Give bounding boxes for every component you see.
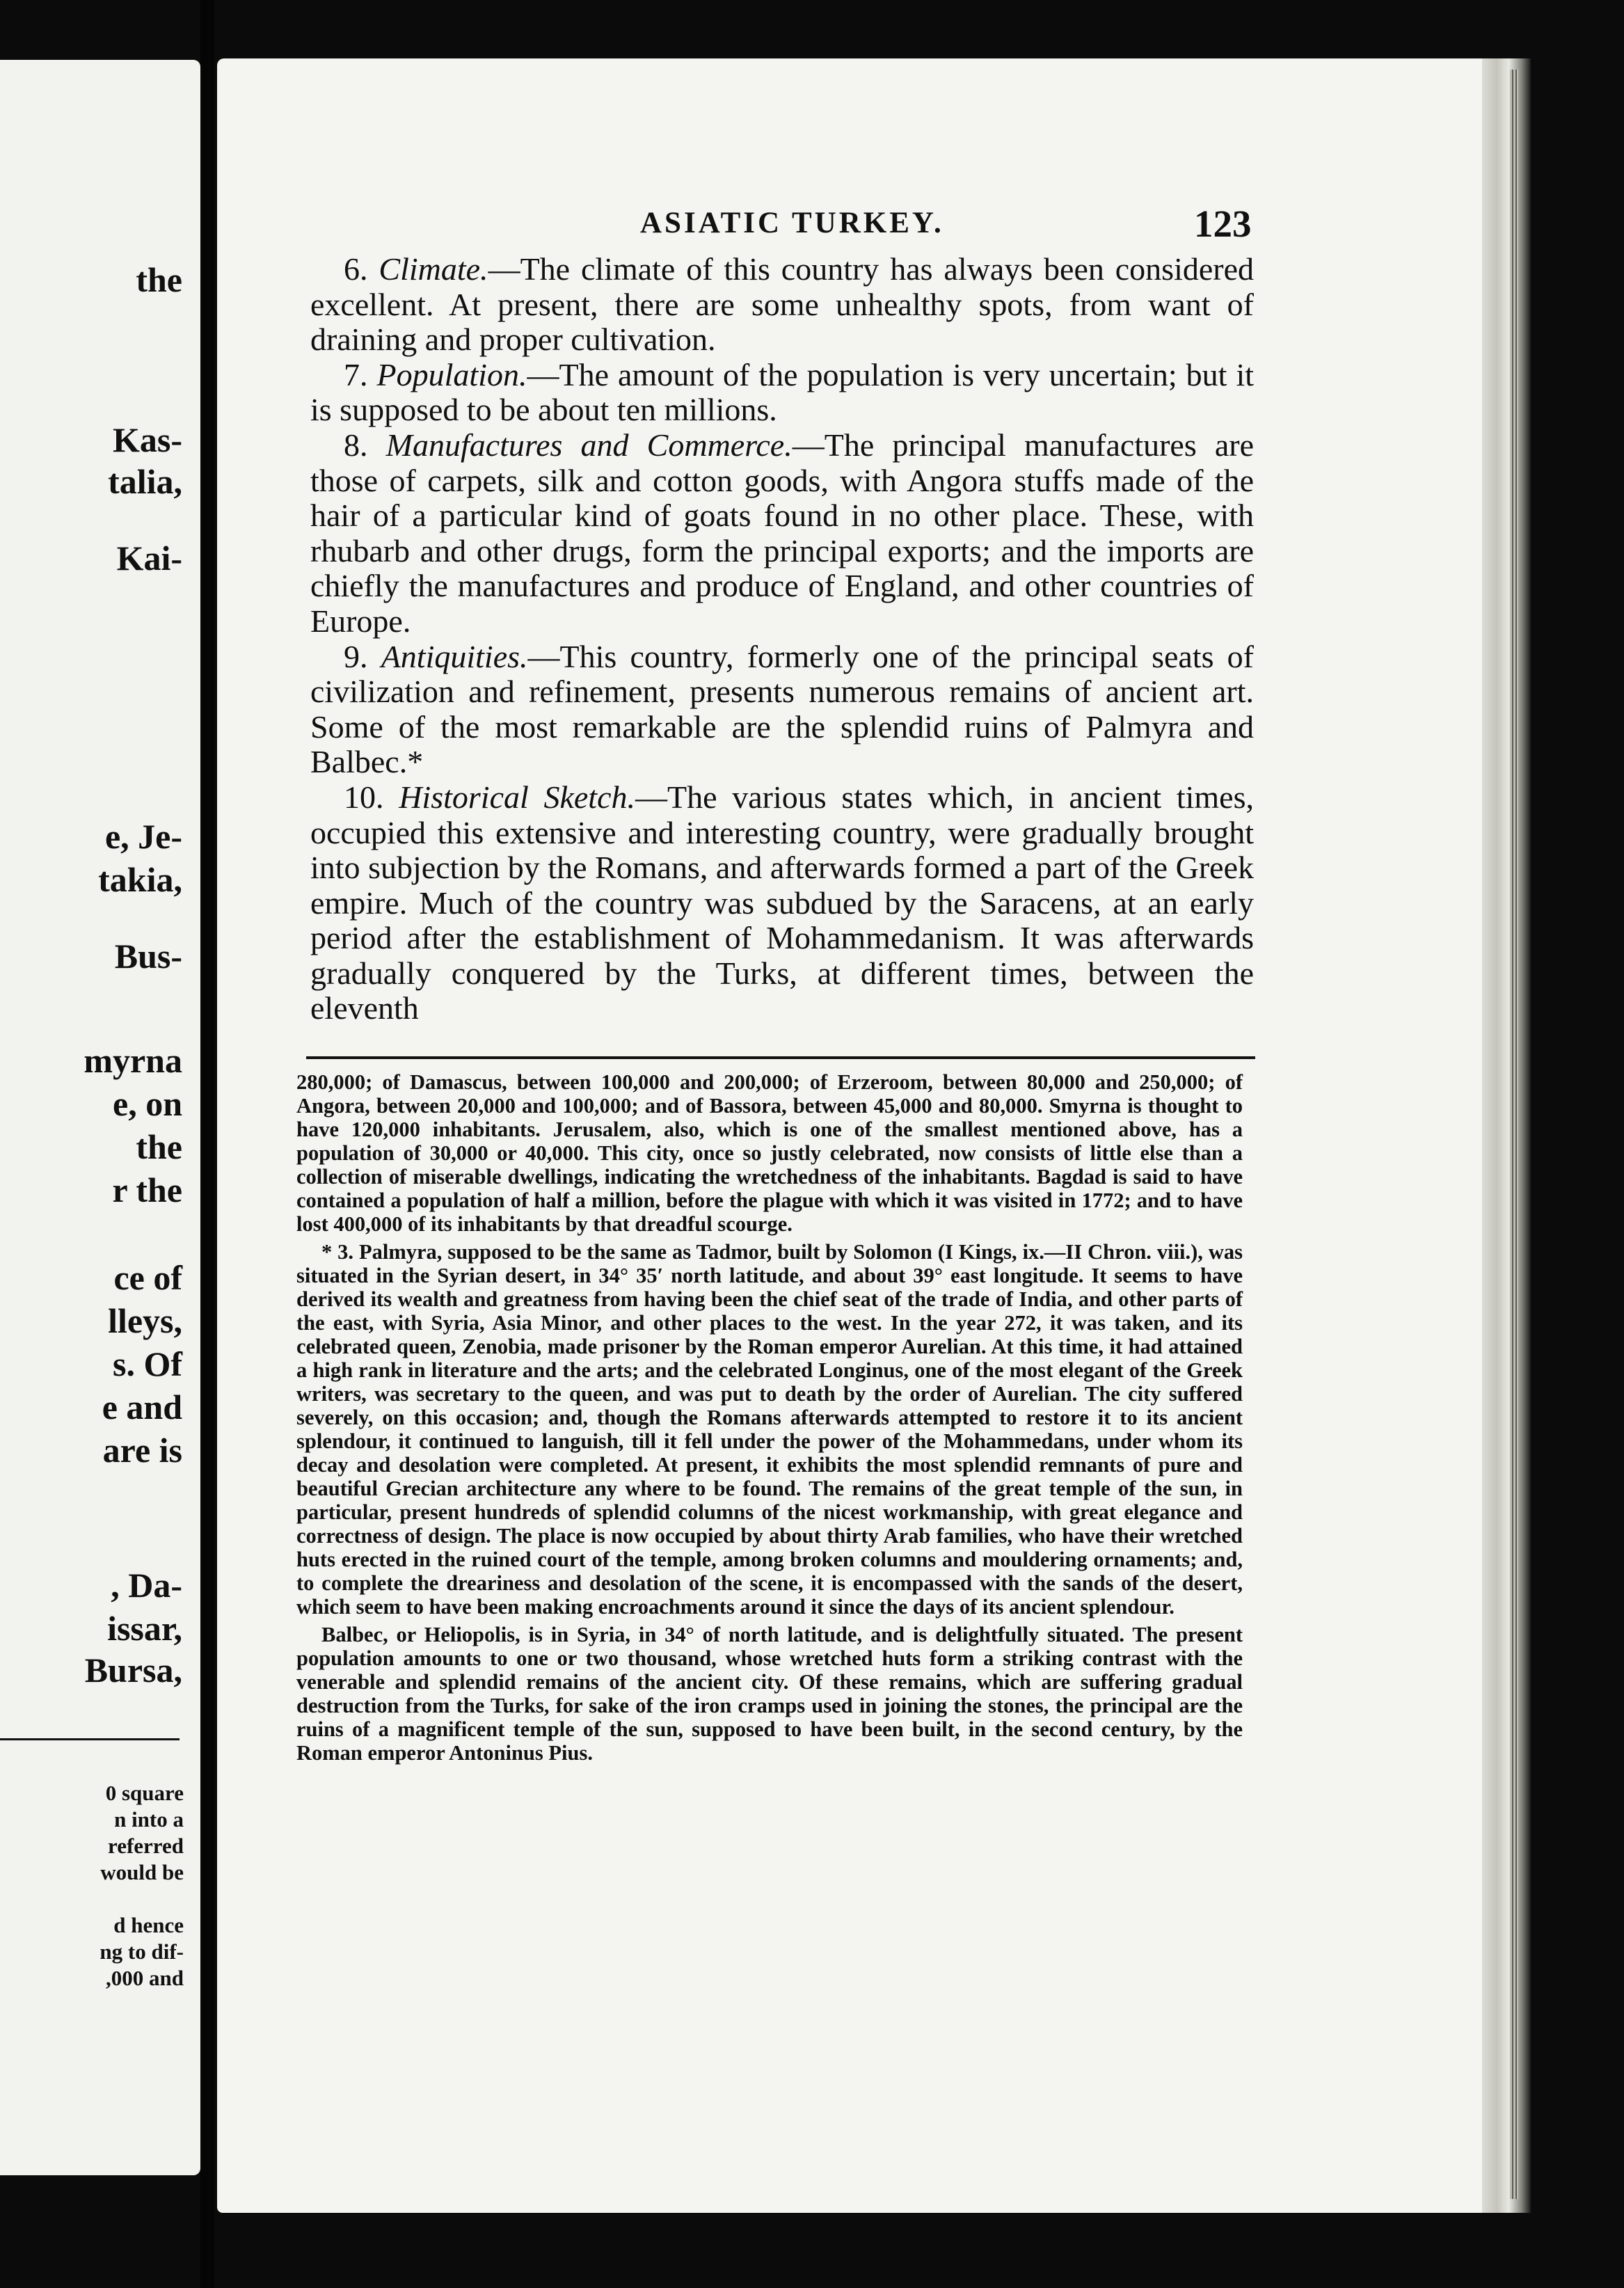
main-body-text — [310, 252, 1254, 1026]
facing-page-line: the — [136, 1127, 182, 1166]
section-heading: Manufactures and Commerce. — [385, 427, 793, 463]
facing-page-note-line: 0 square — [105, 1781, 184, 1805]
facing-page-line: the — [136, 260, 182, 299]
facing-page-note-line: d hence — [113, 1913, 184, 1937]
section-climate — [310, 252, 1254, 358]
facing-page-line: , Da- — [111, 1566, 182, 1605]
facing-page-line: talia, — [108, 462, 182, 501]
facing-page-line: Kas- — [113, 420, 182, 459]
facing-page-line: are is — [102, 1431, 182, 1470]
facing-page-line: e and — [102, 1388, 182, 1427]
section-number: 8. — [344, 427, 368, 463]
page-stack-edge — [1510, 70, 1518, 2199]
footnotes — [296, 1070, 1243, 1765]
facing-page-line: ce of — [113, 1258, 182, 1297]
section-heading: Climate. — [379, 251, 488, 287]
facing-page-line: Bus- — [114, 937, 182, 976]
facing-page-note-line: n into a — [114, 1807, 184, 1832]
page-number: 123 — [1194, 202, 1252, 245]
facing-page-rule — [0, 1738, 180, 1740]
facing-page-line: takia, — [98, 860, 182, 899]
section-text: —The climate of this country has always been considered excellent. At present, there are some unhealthy spots, from want of draining and proper cultivation. — [310, 251, 1254, 358]
facing-page-line: lleys, — [108, 1301, 182, 1340]
section-text: —The principal manufactures are those of carpets, silk and cotton goods, with Angora stuffs made of the hair of a particular kind of goats found in no other place. These, with rhubarb and other drugs, form the principal exports; and the imports are chiefly the manufactures and produce of England, and other countries of Europe. — [310, 427, 1255, 639]
section-antiquities — [310, 639, 1254, 780]
facing-page-note-line: ng to dif- — [99, 1939, 184, 1964]
section-number: 6. — [344, 251, 368, 287]
page-edge — [1482, 58, 1531, 2213]
facing-page-note-line: would be — [100, 1860, 184, 1884]
running-head: ASIATIC TURKEY. — [640, 207, 944, 239]
facing-page-line: e, Je- — [104, 817, 182, 856]
facing-page-line: e, on — [113, 1084, 182, 1123]
section-manufactures — [310, 428, 1254, 639]
book-gutter — [200, 0, 214, 2288]
footnote-continuation: 280,000; of Damascus, between 100,000 and 200,000; of Erzeroom, between 80,000 and 250,000; of Angora, between 20,000 and 100,000; and of Bassora, between 45,000 and 80,000. Smyrna is thought to have 120,000 inhabitants. Jerusalem, also, which is one of the smallest mentioned above, has a population of 30,000 or 40,000. This city, once so justly celebrated, now consists of little else than a collection of miserable dwellings, indicating the wretchedness of the inhabitants. Bagdad is said to have contained a population of half a million, before the plague with which it was visited in 1772; and to have lost 400,000 of its inhabitants by that dreadful scourge. — [296, 1070, 1243, 1236]
section-number: 10. — [344, 779, 384, 815]
section-historical-sketch — [310, 780, 1254, 1026]
facing-page-line: s. Of — [113, 1344, 182, 1383]
section-text: —This country, formerly one of the principal seats of civilization and refinement, presents numerous remains of ancient art. Some of the most remarkable are the splendid ruins of Palmyra and Balbec.* — [310, 638, 1255, 780]
section-heading: Antiquities. — [381, 638, 528, 674]
facing-page-note-line: ,000 and — [106, 1966, 184, 1990]
footnote-balbec: Balbec, or Heliopolis, is in Syria, in 34° of north latitude, and is delightfully situated. The present population amounts to one or two thousand, whose wretched huts form a striking contrast with the venerable and splendid remains of the ancient city. Of these remains, which are suffering gradual destruction from the Turks, for sake of the iron cramps used in joining the stones, the principal are the ruins of a magnificent temple of the sun, supposed to have been built, in the second century, by the Roman emperor Antoninus Pius. — [296, 1623, 1243, 1765]
section-text: —The various states which, in ancient times, occupied this extensive and interesting country, were gradually brought into subjection by the Romans, and afterwards formed a part of the Greek empire. Much of the country was subdued by the Saracens, at an early period after the establishment of Mohammedanism. It was afterwards gradually conquered by the Turks, at different times, between the eleventh — [310, 779, 1254, 1026]
section-text: —The amount of the population is very uncertain; but it is supposed to be about ten millions. — [310, 356, 1255, 428]
facing-page-fragment — [0, 60, 200, 2175]
facing-page-note-line: referred — [108, 1834, 184, 1858]
section-population — [310, 358, 1254, 428]
facing-page-line: r the — [112, 1170, 182, 1209]
facing-page-line: Kai- — [116, 539, 182, 578]
section-heading: Population. — [376, 356, 527, 392]
facing-page-line: issar, — [107, 1609, 182, 1648]
section-heading: Historical Sketch. — [399, 779, 635, 815]
footnote-rule — [306, 1056, 1255, 1059]
section-number: 7. — [344, 356, 368, 392]
facing-page-line: myrna — [83, 1041, 182, 1080]
section-number: 9. — [344, 638, 368, 674]
facing-page-line: Bursa, — [84, 1651, 182, 1690]
footnote-palmyra: * 3. Palmyra, supposed to be the same as Tadmor, built by Solomon (I Kings, ix.—II Chron. viii.), was situated in the Syrian desert, in 34° 35′ north latitude, and about 39° east longitude. It seems to have derived its wealth and greatness from having been the chief seat of the trade of India, and other parts of the east, with Syria, Asia Minor, and other places to the west. In the year 272, it was taken, and its celebrated queen, Zenobia, made prisoner by the Roman emperor Aurelian. At this time, it had attained a high rank in literature and the arts; and the celebrated Longinus, one of the most elegant of the Greek writers, was secretary to the queen, and was put to death by the order of Aurelian. The city suffered severely, on this occasion; and, though the Romans afterwards attempted to restore it to its ancient splendour, it continued to languish, till it fell under the power of the Mohammedans, under whom its decay and desolation were completed. At present, it exhibits the most splendid remnants of pure and beautiful Grecian architecture any where to be found. The remains of the great temple of the sun, in particular, present hundreds of splendid columns of the nicest workmanship, with great elegance and correctness of design. The place is now occupied by about thirty Arab families, who have their wretched huts erected in the ruined court of the temple, among broken columns and mouldering ornaments; and, to complete the dreariness and desolation of the scene, it is encompassed with the sands of the desert, which seem to have been making encroachments around it since the days of its ancient splendour. — [296, 1240, 1243, 1619]
